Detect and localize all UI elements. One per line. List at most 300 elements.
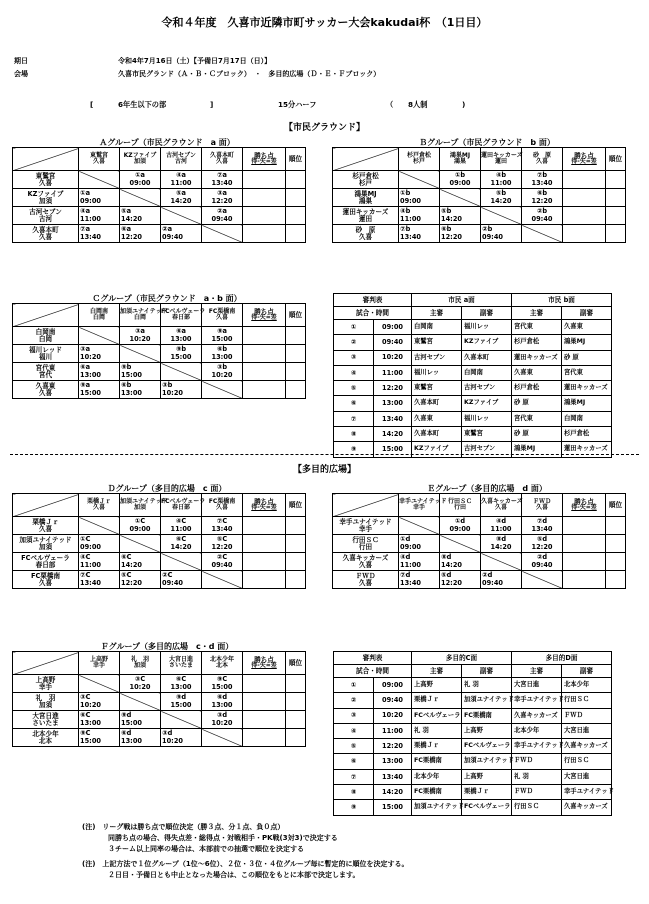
note-1: (注) リーグ戦は勝ち点で順位決定（勝３点、分１点、負０点） — [82, 823, 285, 831]
ref-team: 古河セブン — [412, 350, 462, 365]
match-info — [161, 171, 201, 188]
match-time: 10:20 — [211, 719, 233, 728]
row-team-name: 杉戸倉松 — [352, 171, 379, 180]
header-team-name: FCベルヴェーラ — [161, 498, 206, 505]
group-row — [333, 225, 626, 243]
match-info — [161, 729, 201, 746]
match-number: ①a — [134, 171, 146, 179]
group-header-row — [333, 494, 626, 517]
rank-cell — [286, 571, 306, 589]
self-match-cell — [202, 729, 243, 747]
match-number: ⑦d — [400, 571, 411, 579]
group-row — [13, 381, 306, 399]
ref-match-number: ⑥ — [334, 754, 374, 769]
header-team-name: 蓮田キッカーズ — [481, 152, 523, 159]
goals-label: 得-失=差 — [251, 314, 277, 322]
match-cell — [202, 535, 243, 553]
ref-header-1 — [334, 294, 612, 307]
ref-row — [334, 427, 612, 442]
rank-header — [286, 304, 306, 327]
match-cell — [440, 225, 481, 243]
match-info — [79, 189, 119, 206]
ref-team: 上高野 — [462, 723, 512, 738]
ref-time: 09:00 — [374, 320, 412, 335]
row-team-city: 久喜 — [358, 560, 373, 569]
row-team — [333, 207, 399, 225]
ref-team: 礼 羽 — [412, 723, 462, 738]
match-info — [161, 381, 201, 398]
header-team — [399, 148, 440, 171]
match-number: ④d — [400, 553, 411, 561]
match-cell — [399, 571, 440, 589]
match-info — [481, 225, 521, 242]
match-cell — [120, 327, 161, 345]
match-number: ⑤C — [216, 535, 228, 543]
header-team-name: 鴻巣MJ — [449, 152, 471, 159]
self-match-cell — [481, 553, 522, 571]
row-team-city: 春日部 — [35, 560, 56, 569]
ref-team: 宮代東 — [512, 411, 562, 426]
match-time: 10:20 — [162, 737, 183, 746]
header-team — [120, 148, 161, 171]
ref-row — [334, 381, 612, 396]
header-team-name: 久喜キッカーズ — [481, 498, 523, 505]
self-match-cell — [79, 327, 120, 345]
rank-cell — [606, 571, 626, 589]
points-cell — [243, 363, 286, 381]
row-team — [13, 693, 79, 711]
match-time: 12:20 — [121, 233, 142, 242]
ref-team: ＦＷＤ — [562, 708, 612, 723]
ref-time: 13:40 — [374, 411, 412, 426]
match-cell — [161, 571, 202, 589]
match-number: ⑤C — [121, 571, 132, 579]
match-time: 13:00 — [170, 683, 192, 692]
header-team-name: KZファイブ — [123, 152, 157, 159]
row-team — [13, 207, 79, 225]
row-team — [13, 675, 79, 693]
ref-title: 審判表 — [334, 652, 412, 665]
rank-label: 順位 — [608, 500, 623, 509]
match-time: 13:00 — [80, 719, 101, 728]
self-match-cell — [161, 711, 202, 729]
match-info — [522, 535, 562, 552]
match-cell — [79, 345, 120, 363]
header-team-city: 古河 — [174, 158, 187, 165]
match-time: 09:40 — [211, 561, 233, 570]
ref-row — [334, 396, 612, 411]
ref-time: 15:00 — [374, 442, 412, 457]
match-cell — [79, 189, 120, 207]
header-team-name: 大宮日進 — [168, 656, 193, 663]
corner-cell — [13, 652, 79, 675]
self-match-cell — [522, 225, 563, 243]
rank-cell — [606, 225, 626, 243]
ref-team: 上高野 — [462, 769, 512, 784]
match-time: 14:20 — [170, 197, 192, 206]
ref-team: 砂 原 — [562, 350, 612, 365]
goals-label: 得-失=差 — [571, 504, 597, 512]
rank-cell — [286, 535, 306, 553]
group-row — [13, 327, 306, 345]
match-info — [522, 517, 562, 534]
match-info — [120, 207, 160, 224]
note-2: 同勝ち点の場合、得失点差・総得点・対戦相手・PK戦(3対3)で決定する — [108, 834, 338, 842]
ref-match-number: ⑤ — [334, 739, 374, 754]
ref-team: 久喜本町 — [462, 350, 512, 365]
ref-field-2: 市民 b面 — [512, 294, 612, 307]
rank-label: 順位 — [608, 154, 623, 163]
header-team — [161, 148, 202, 171]
ref-team: 久喜東 — [512, 365, 562, 380]
header-team — [481, 148, 522, 171]
match-time: 15:00 — [80, 389, 101, 398]
match-info — [399, 571, 439, 588]
match-time: 09:40 — [531, 215, 553, 224]
ref-team: 栗橋Ｊｒ — [412, 693, 462, 708]
rank-cell — [286, 207, 306, 225]
match-time: 11:00 — [490, 179, 512, 188]
ref-match-number: ⑥ — [334, 396, 374, 411]
match-time: 09:00 — [80, 197, 101, 206]
match-number: ①C — [134, 517, 146, 525]
match-info — [79, 363, 119, 380]
group-row — [333, 189, 626, 207]
self-match-cell — [522, 571, 563, 589]
ref-row — [334, 411, 612, 426]
header-team-city: 蓮田 — [494, 158, 507, 165]
row-team-name: 北本少年 — [32, 729, 59, 738]
ref-team: 加須ユナイテッド — [412, 800, 462, 815]
points-cell — [243, 189, 286, 207]
match-time: 13:40 — [211, 525, 233, 534]
match-time: 11:00 — [400, 561, 421, 570]
row-team-name: 栗橋Ｊｒ — [32, 517, 59, 526]
ref-team: KZファイブ — [462, 396, 512, 411]
match-info — [202, 345, 242, 362]
ref-team: 久喜本町 — [412, 396, 462, 411]
match-cell — [202, 207, 243, 225]
points-header — [563, 494, 606, 517]
header-team — [202, 148, 243, 171]
division-category: 6年生以下の部 — [118, 100, 167, 109]
header-team-city: 春日部 — [171, 314, 190, 321]
points-header — [243, 494, 286, 517]
header-team-name: 砂 原 — [532, 152, 551, 159]
ref-row — [334, 708, 612, 723]
points-header — [243, 148, 286, 171]
match-cell — [79, 381, 120, 399]
ref-time: 14:20 — [374, 427, 412, 442]
match-time: 09:00 — [129, 179, 151, 188]
header-team-city: 久喜 — [92, 504, 105, 511]
match-info — [120, 553, 160, 570]
header-team-name: 礼 羽 — [130, 656, 149, 663]
group-row — [13, 517, 306, 535]
ref-header-1 — [334, 652, 612, 665]
row-team — [333, 553, 399, 571]
ref-title: 審判表 — [334, 294, 412, 307]
match-info — [79, 711, 119, 728]
ref-team: 福川レッ — [412, 365, 462, 380]
points-cell — [243, 381, 286, 399]
row-team-name: FCベルヴェーラ — [21, 553, 70, 562]
points-cell — [243, 729, 286, 747]
ref-header-2 — [334, 665, 612, 678]
match-info — [161, 327, 201, 344]
ref-team: 大宮日進 — [562, 723, 612, 738]
rank-header — [286, 652, 306, 675]
match-number: ②a — [162, 225, 173, 233]
self-match-cell — [79, 171, 120, 189]
points-cell — [563, 225, 606, 243]
ref-role-header: 主審 — [512, 307, 562, 320]
match-cell — [161, 693, 202, 711]
match-time: 13:00 — [211, 701, 233, 710]
match-number: ⑥a — [121, 225, 132, 233]
header-team — [399, 494, 447, 517]
ref-match-number: ⑦ — [334, 411, 374, 426]
ref-team: 北本少年 — [512, 723, 562, 738]
points-cell — [243, 171, 286, 189]
row-team — [13, 225, 79, 243]
row-team-city: 加須 — [38, 196, 53, 205]
match-time: 13:40 — [80, 233, 101, 242]
match-time: 09:40 — [211, 215, 233, 224]
match-cell — [120, 363, 161, 381]
match-info — [202, 189, 242, 206]
self-match-cell — [120, 693, 161, 711]
match-info — [481, 171, 521, 188]
ref-team: 北本少年 — [412, 769, 462, 784]
ref-team: 上高野 — [412, 678, 462, 693]
match-number: ⑧d — [441, 553, 452, 561]
rank-cell — [286, 363, 306, 381]
match-info — [161, 517, 201, 534]
row-team — [13, 711, 79, 729]
rank-label: 順位 — [288, 154, 303, 163]
ref-team: 久喜東 — [562, 320, 612, 335]
row-team-name: 幸手ユナイテッド — [339, 517, 392, 526]
division-format: 15分ハーフ — [278, 100, 317, 109]
match-info — [79, 553, 119, 570]
group-d-table — [12, 493, 306, 589]
row-team-name: 宮代東 — [35, 363, 56, 372]
header-team — [161, 652, 202, 675]
row-team — [333, 171, 399, 189]
row-team-city: 加須 — [38, 700, 53, 709]
match-cell — [399, 535, 440, 553]
ref-team: FCベルヴェーラ — [462, 739, 512, 754]
match-time: 13:00 — [121, 737, 142, 746]
group-row — [333, 207, 626, 225]
match-cell — [202, 517, 243, 535]
group-b-title: Ｂグループ（市民グラウンド b 面） — [419, 138, 555, 147]
header-team-city: 行田 — [453, 504, 466, 511]
match-number: ①C — [80, 535, 91, 543]
row-team-city: 古河 — [38, 214, 53, 223]
rank-cell — [606, 535, 626, 553]
match-cell — [202, 675, 243, 693]
group-row — [13, 729, 306, 747]
match-number: ④b — [495, 171, 507, 179]
match-number: ①d — [454, 517, 466, 525]
row-team — [333, 189, 399, 207]
ref-match-number: ⑤ — [334, 381, 374, 396]
match-time: 11:00 — [400, 215, 421, 224]
match-number: ⑥b — [121, 381, 132, 389]
header-team-city: さいたま — [168, 662, 193, 669]
group-header-row — [13, 652, 306, 675]
row-team-name: FC栗橋南 — [30, 571, 61, 580]
ref-team: 福川レッ — [462, 411, 512, 426]
points-header — [563, 148, 606, 171]
ref-team: 杉戸倉松 — [512, 335, 562, 350]
match-cell — [440, 207, 481, 225]
points-label: 勝ち点 — [574, 151, 594, 160]
match-cell — [120, 171, 161, 189]
match-cell — [522, 535, 563, 553]
ref-team: 杉戸倉松 — [562, 427, 612, 442]
ref-team: 杉戸倉松 — [512, 381, 562, 396]
match-cell — [522, 207, 563, 225]
row-team-city: 白岡 — [38, 334, 53, 343]
row-team-name: 白岡南 — [35, 327, 56, 336]
match-cell — [399, 553, 440, 571]
division-bracket-open: [ — [90, 100, 94, 109]
match-number: ⑨C — [216, 675, 228, 683]
match-time: 11:00 — [490, 525, 512, 534]
section-multipurpose: 【多目的広場】 — [292, 465, 356, 475]
rank-cell — [606, 189, 626, 207]
ref-row — [334, 350, 612, 365]
ref-team: 鴻巣MJ — [562, 335, 612, 350]
ref-team: FC栗橋南 — [412, 754, 462, 769]
match-info — [399, 225, 439, 242]
match-number: ⑨b — [121, 363, 132, 371]
match-number: ②C — [216, 553, 228, 561]
header-team — [522, 494, 563, 517]
match-number: ②b — [536, 207, 548, 215]
ref-role-header: 主審 — [512, 665, 562, 678]
row-team-name: 行田ＳＣ — [352, 535, 379, 544]
header-team-city: 加須 — [133, 662, 146, 669]
match-info — [120, 381, 160, 398]
header-team-city: 幸手 — [92, 662, 105, 669]
match-cell — [79, 729, 120, 747]
row-team-name: 久喜本町 — [32, 225, 59, 234]
match-cell — [481, 171, 522, 189]
row-team-city: 加須 — [38, 542, 53, 551]
ref-team: 白岡南 — [462, 365, 512, 380]
match-info — [120, 571, 160, 588]
match-info — [399, 535, 439, 552]
ref-time: 10:20 — [374, 350, 412, 365]
self-match-cell — [161, 363, 202, 381]
match-cell — [481, 571, 522, 589]
match-number: ⑥a — [80, 363, 91, 371]
ref-team: 久喜本町 — [412, 427, 462, 442]
match-info — [120, 327, 160, 344]
match-time: 09:40 — [482, 579, 503, 588]
ref-team: 白岡南 — [562, 411, 612, 426]
match-cell — [481, 517, 522, 535]
match-cell — [120, 729, 161, 747]
match-cell — [202, 189, 243, 207]
header-team-name: 栗橋Ｊｒ — [86, 498, 111, 505]
points-cell — [243, 225, 286, 243]
group-e-title: Ｅグループ（多目的広場 d 面） — [427, 484, 547, 493]
match-number: ⑥b — [441, 225, 452, 233]
match-cell — [120, 711, 161, 729]
match-time: 11:00 — [80, 215, 101, 224]
header-team-name: 白岡南 — [89, 308, 108, 315]
match-number: ⑦a — [216, 171, 228, 179]
row-team-city: 幸手 — [38, 682, 53, 691]
match-cell — [120, 571, 161, 589]
match-cell — [481, 535, 522, 553]
row-team — [13, 345, 79, 363]
group-a-title: Ａグループ（市民グラウンド a 面） — [99, 138, 235, 147]
match-time: 11:00 — [80, 561, 101, 570]
match-time: 13:40 — [531, 179, 553, 188]
ref-time: 09:40 — [374, 335, 412, 350]
row-team-name: 東鷲宮 — [35, 171, 56, 180]
match-info — [120, 363, 160, 380]
ref-time: 14:20 — [374, 785, 412, 800]
match-number: ②b — [482, 225, 493, 233]
match-number: ③C — [134, 675, 146, 683]
ref-team: FC栗橋南 — [412, 785, 462, 800]
ref-team: 宮代東 — [562, 365, 612, 380]
match-info — [399, 207, 439, 224]
match-time: 15:00 — [170, 701, 192, 710]
match-number: ③C — [80, 693, 91, 701]
match-number: ②a — [216, 207, 228, 215]
row-team-city: 久喜 — [38, 578, 53, 587]
points-label: 勝ち点 — [254, 151, 274, 160]
match-time: 10:20 — [80, 353, 101, 362]
row-team-name: 礼 羽 — [35, 693, 56, 702]
ref-team: 栗橋Ｊｒ — [412, 739, 462, 754]
match-info — [161, 675, 201, 692]
group-row — [13, 553, 306, 571]
ref-team: 砂 原 — [512, 427, 562, 442]
group-row — [13, 345, 306, 363]
match-info — [481, 535, 521, 552]
match-number: ⑥b — [536, 189, 548, 197]
match-info — [202, 535, 242, 552]
rank-cell — [606, 171, 626, 189]
ref-team: KZファイブ — [462, 335, 512, 350]
match-time: 14:20 — [441, 215, 462, 224]
ref-time: 10:20 — [374, 708, 412, 723]
match-time: 12:20 — [211, 197, 233, 206]
header-team-name: 幸手ユナイテッド — [399, 498, 447, 505]
rank-cell — [286, 225, 306, 243]
match-cell — [481, 189, 522, 207]
ref-row — [334, 335, 612, 350]
ref-row — [334, 754, 612, 769]
match-number: ⑥C — [80, 711, 91, 719]
match-number: ④b — [400, 207, 411, 215]
match-cell — [79, 225, 120, 243]
match-time: 15:00 — [211, 683, 233, 692]
rank-cell — [286, 675, 306, 693]
match-cell — [79, 535, 120, 553]
header-team-city: 杉戸 — [412, 158, 425, 165]
ref-time: 13:00 — [374, 754, 412, 769]
